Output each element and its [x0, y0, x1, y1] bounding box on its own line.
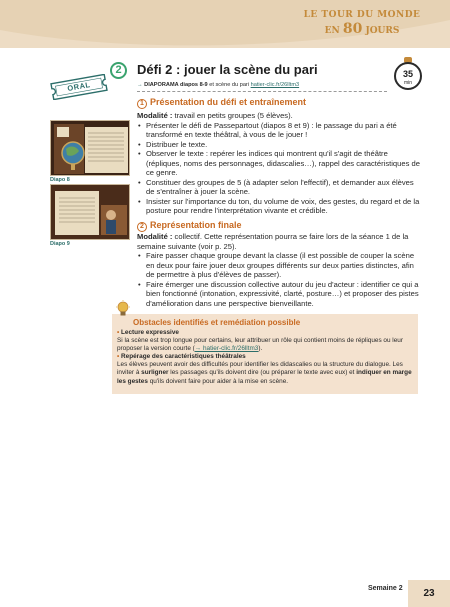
- resource-line: → DIAPORAMA diapos 8-9 et scène du pari hatier-clic.fr/26lltm3: [137, 82, 300, 88]
- oral-ticket-badge: [48, 74, 110, 100]
- duration-value: 35: [402, 69, 413, 79]
- obstacle-subheading: • Lecture expressive: [117, 329, 179, 336]
- slide-caption-9: Diapo 9: [50, 241, 70, 247]
- lightbulb-icon: [116, 300, 130, 318]
- list-item: • Faire émerger une discussion collective autour du jeu d'acteur : identifier ce qui a bien fonctionné (intonation, expressivité, clarté, posture…) et proposer des pistes d'amélioration dans une perspective bienveillante.: [137, 280, 421, 309]
- stopwatch-icon: [392, 56, 422, 90]
- modalite-line: Modalité : collectif. Cette représentation pourra se faire lors de la séance 1 de la semaine suivante (voir p. 25).: [137, 232, 409, 251]
- page-number: 23: [408, 580, 450, 607]
- duration-unit: min: [403, 80, 413, 86]
- obstacle-paragraph: Si la scène est trop longue pour certains, leur attribuer un rôle qui contient moins de répliques ou leur proposer la version courte (→ hatier-clic.fr/26lltm3).: [117, 337, 403, 353]
- modalite-line: Modalité : travail en petits groupes (5 élèves).: [137, 111, 293, 120]
- section-body-presentation: [137, 111, 421, 216]
- arrow-icon: →: [137, 82, 143, 88]
- obstacles-title: Obstacles identifiés et remédiation possible: [133, 318, 301, 327]
- resource-link[interactable]: hatier-clic.fr/26lltm3: [250, 82, 300, 88]
- footer-week-label: Semaine 2: [368, 585, 403, 592]
- section-body-representation: [137, 232, 421, 308]
- slide-caption-8: Diapo 8: [50, 177, 70, 183]
- instruction-list: [137, 251, 421, 308]
- defi-number-badge: 2: [110, 62, 127, 79]
- slide-illustration: [51, 121, 130, 176]
- slide-illustration: [51, 185, 130, 240]
- obstacle-paragraph: Les élèves peuvent avoir des difficultés pour identifier les didascalies ou la structure du dialogue. Les inviter à surligner les passages qu'ils doivent dire (ou préparer le texte avec eux) et indiquer en marge les gestes qu'ils doivent faire pour aider à la mise en scène.: [117, 361, 412, 385]
- list-item: • Insister sur l'importance du ton, du volume de voix, des gestes, du regard et de la posture pour rendre l'interprétation vivante et crédible.: [137, 197, 421, 216]
- obstacles-body: [117, 329, 413, 386]
- list-item: • Présenter le défi de Passepartout (diapos 8 et 9) : le passage du pari a été transformé en texte théâtral, à vous de le jouer !: [137, 121, 421, 140]
- title-divider: [137, 91, 387, 92]
- slide-thumbnail-9: [50, 184, 130, 240]
- short-version-link[interactable]: → hatier-clic.fr/26lltm3: [194, 345, 259, 353]
- page-title: Défi 2 : jouer la scène du pari: [137, 62, 318, 77]
- series-logo: LE TOUR DU MONDE EN 80 JOURS: [303, 10, 421, 37]
- slide-thumbnail-8: [50, 120, 130, 176]
- list-item: • Constituer des groupes de 5 (à adapter selon l'effectif), et demander aux élèves de s'entraîner à jouer la scène.: [137, 178, 421, 197]
- list-item: • Distribuer le texte.: [137, 140, 421, 150]
- section-heading-representation: 2 Représentation finale: [137, 220, 242, 232]
- list-item: • Faire passer chaque groupe devant la classe (il est possible de couper la scène en deux pour faire jouer deux groupes différents sur deux parties distinctes, afin de permettre à plus d'élèves de passer).: [137, 251, 421, 280]
- instruction-list: [137, 121, 421, 216]
- section-heading-presentation: 1 Présentation du défi et entraînement: [137, 97, 306, 109]
- obstacle-subheading: • Repérage des caractéristiques théâtrales: [117, 353, 246, 361]
- oral-label: ORAL: [66, 80, 92, 93]
- list-item: • Observer le texte : repérer les indices qui montrent qu'il s'agit de théâtre (répliques, noms des personnages, didascalies…), rappel des caractéristiques de ce genre.: [137, 149, 421, 178]
